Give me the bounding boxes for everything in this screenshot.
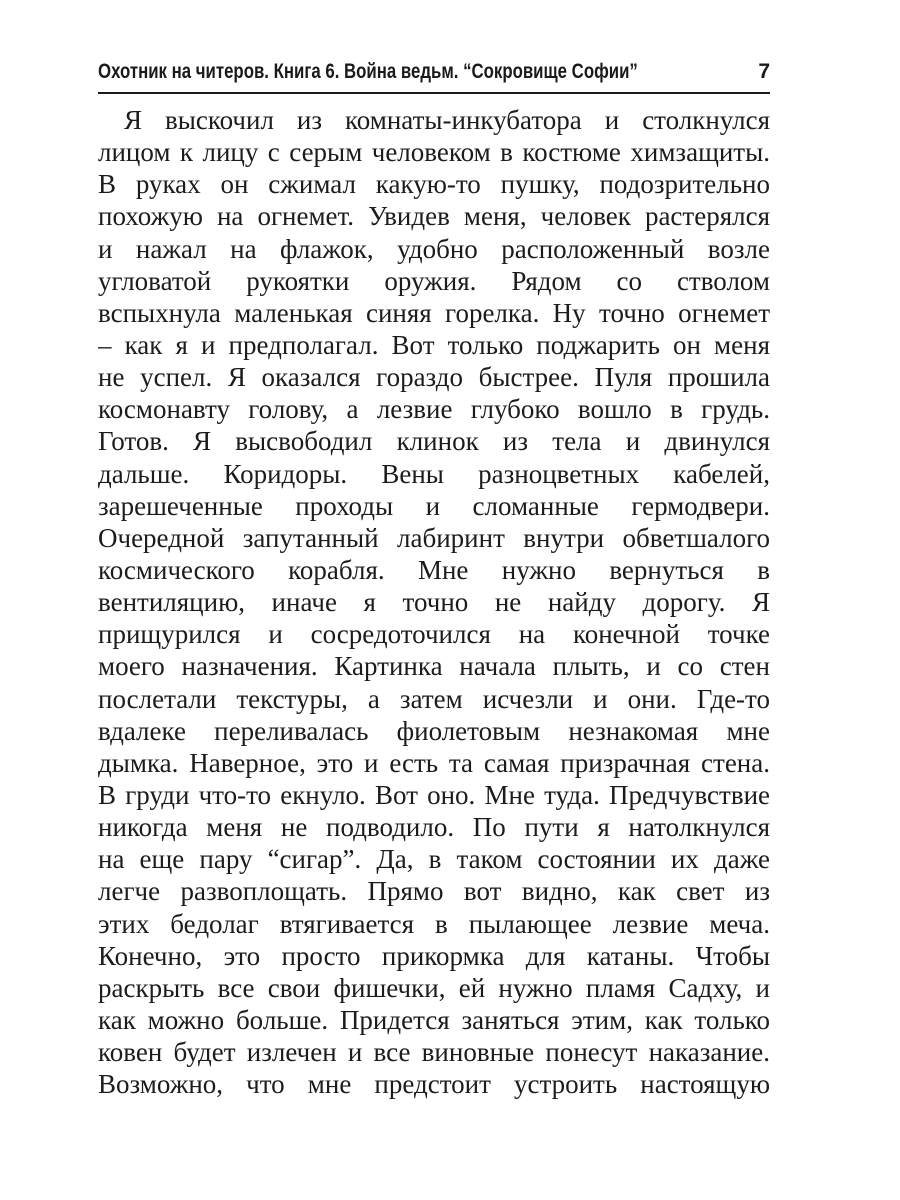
text-line: Конечно, это просто прикормка для катаны. Чтобы <box>98 940 770 971</box>
text-line: Возможно, что мне предстоит устроить настоящую <box>98 1069 770 1100</box>
text-line: легче развоплощать. Прямо вот видно, как свет из <box>98 876 770 907</box>
text-line: ковен будет излечен и все виновные понесут наказание. <box>98 1037 770 1068</box>
text-line: дальше. Коридоры. Вены разноцветных кабелей, <box>98 458 770 489</box>
page-number: 7 <box>758 60 770 83</box>
text-line: В руках он сжимал какую-то пушку, подозрительно <box>98 169 770 200</box>
text-line: прищурился и сосредоточился на конечной точке <box>98 619 770 650</box>
text-line: послетали текстуры, а затем исчезли и они. Где-то <box>98 683 770 714</box>
text-line: не успел. Я оказался гораздо быстрее. Пуля прошила <box>98 362 770 393</box>
text-line: вентиляцию, иначе я точно не найду дорогу. Я <box>98 587 770 618</box>
running-header <box>98 58 770 94</box>
text-line: лицом к лицу с серым человеком в костюме химзащиты. <box>98 137 770 168</box>
text-line: вспыхнула маленькая синяя горелка. Ну точно огнемет <box>98 297 770 328</box>
text-line: – как я и предполагал. Вот только поджарить он меня <box>98 329 770 360</box>
text-line: этих бедолаг втягивается в пылающее лезвие меча. <box>98 908 770 939</box>
text-line: космического корабля. Мне нужно вернуться в <box>98 554 770 585</box>
text-line: как можно больше. Придется заняться этим, как только <box>98 1004 770 1035</box>
text-line: зарешеченные проходы и сломанные гермодвери. <box>98 490 770 521</box>
text-line: вдалеке переливалась фиолетовым незнакомая мне <box>98 715 770 746</box>
text-line: дымка. Наверное, это и есть та самая призрачная стена. <box>98 747 770 778</box>
text-line: моего назначения. Картинка начала плыть, и со стен <box>98 651 770 682</box>
text-line: на еще пару “сигар”. Да, в таком состоянии их даже <box>98 844 770 875</box>
running-title: Охотник на читеров. Книга 6. Война ведьм. “Сокровище Софии” <box>98 60 638 83</box>
text-line: похожую на огнемет. Увидев меня, человек растерялся <box>98 201 770 232</box>
text-line: В груди что-то екнуло. Вот оно. Мне туда. Предчувствие <box>98 779 770 810</box>
text-line: и нажал на флажок, удобно расположенный возле <box>98 233 770 264</box>
text-line: раскрыть все свои фишечки, ей нужно пламя Садху, и <box>98 972 770 1003</box>
text-line: угловатой рукоятки оружия. Рядом со стволом <box>98 265 770 296</box>
text-line: Очередной запутанный лабиринт внутри обветшалого <box>98 522 770 553</box>
body-text <box>98 104 770 1100</box>
text-line: Готов. Я высвободил клинок из тела и двинулся <box>98 426 770 457</box>
text-line: Я выскочил из комнаты-инкубатора и столкнулся <box>124 105 770 135</box>
text-line: никогда меня не подводило. По пути я натолкнулся <box>98 812 770 843</box>
text-line: космонавту голову, а лезвие глубоко вошло в грудь. <box>98 394 770 425</box>
